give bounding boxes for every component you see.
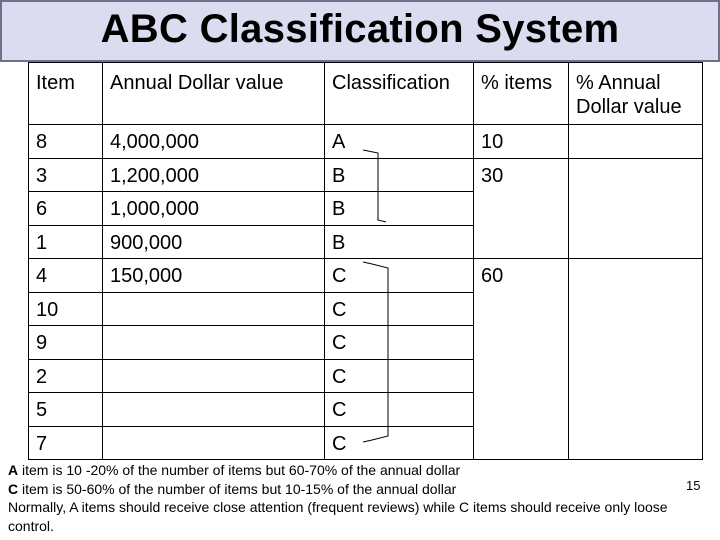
header-pct-items: % items <box>474 63 569 125</box>
cell-pct-items-c: 60 <box>474 259 569 460</box>
cell-class: C <box>325 326 474 360</box>
header-classification: Classification <box>325 63 474 125</box>
cell-item: 4 <box>29 259 103 293</box>
cell-item: 1 <box>29 225 103 259</box>
cell-class: C <box>325 259 474 293</box>
cell-value <box>103 326 325 360</box>
cell-class: C <box>325 359 474 393</box>
cell-pct-dollar-b <box>569 158 703 259</box>
cell-value <box>103 359 325 393</box>
cell-class: B <box>325 225 474 259</box>
cell-item: 10 <box>29 292 103 326</box>
cell-item: 3 <box>29 158 103 192</box>
note-c-line <box>8 478 701 499</box>
slide-title: ABC Classification System <box>100 7 620 51</box>
cell-class: C <box>325 426 474 460</box>
note-a-line <box>8 461 698 480</box>
cell-class: C <box>325 393 474 427</box>
table-row <box>29 158 703 192</box>
note-a-text: item is 10 -20% of the number of items but 60-70% of the annual dollar <box>18 462 461 478</box>
notes <box>8 461 701 535</box>
cell-class: B <box>325 192 474 226</box>
table-row <box>29 259 703 293</box>
header-item: Item <box>29 63 103 125</box>
cell-pct-items-b: 30 <box>474 158 569 259</box>
page-number: 15 <box>686 478 701 493</box>
cell-class: A <box>325 125 474 159</box>
cell-item: 5 <box>29 393 103 427</box>
cell-value: 1,200,000 <box>103 158 325 192</box>
header-annual-dollar-value: Annual Dollar value <box>103 63 325 125</box>
table-header-row <box>29 63 703 125</box>
note-normally: Normally, A items should receive close attention (frequent reviews) while C items should receive only loose control. <box>8 499 668 534</box>
cell-pct-items-a: 10 <box>474 125 569 159</box>
table-row <box>29 125 703 159</box>
cell-item: 2 <box>29 359 103 393</box>
abc-table <box>28 62 703 460</box>
cell-value: 900,000 <box>103 225 325 259</box>
cell-class: C <box>325 292 474 326</box>
cell-pct-dollar-a <box>569 125 703 159</box>
cell-item: 6 <box>29 192 103 226</box>
cell-value: 4,000,000 <box>103 125 325 159</box>
cell-value: 150,000 <box>103 259 325 293</box>
cell-value: 1,000,000 <box>103 192 325 226</box>
header-pct-annual-dollar-value: % Annual Dollar value <box>569 63 703 125</box>
cell-item: 7 <box>29 426 103 460</box>
cell-class: B <box>325 158 474 192</box>
cell-value <box>103 426 325 460</box>
cell-value <box>103 292 325 326</box>
note-c-text: item is 50-60% of the number of items but 10-15% of the annual dollar <box>18 480 457 497</box>
note-c-bold: C <box>8 480 19 497</box>
cell-item: 9 <box>29 326 103 360</box>
cell-pct-dollar-c <box>569 259 703 460</box>
cell-value <box>103 393 325 427</box>
note-a-bold: A <box>8 462 19 478</box>
cell-item: 8 <box>29 125 103 159</box>
